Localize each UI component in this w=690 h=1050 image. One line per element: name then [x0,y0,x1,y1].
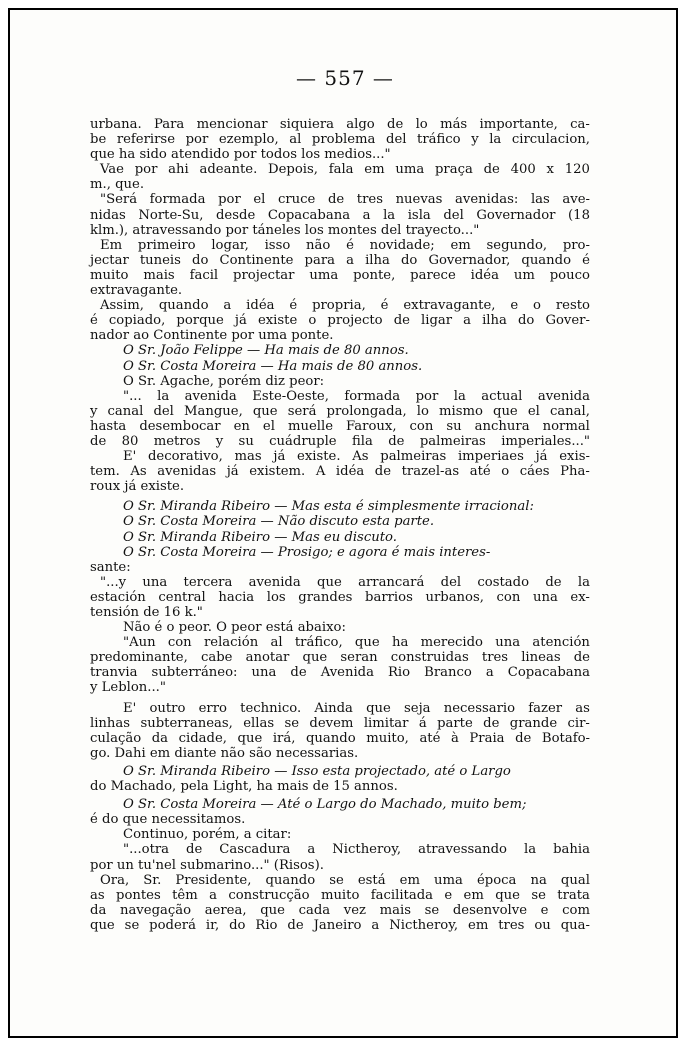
text-line: nidas Norte-Su, desde Copacabana a la isla del Governador (18 [90,207,590,223]
text-line: predominante, cabe anotar que seran construidas tres lineas de [90,650,590,666]
speaker-line [90,545,590,560]
text-line: tensión de 16 k." [90,605,203,620]
text-line: jectar tuneis do Continente para a ilha do Governador, quando é [90,252,590,268]
text-line: do Machado, pela Light, ha mais de 15 annos. [90,779,398,795]
text-line: nador ao Continente por uma ponte. [90,328,334,344]
text-line: E' decorativo, mas já existe. As palmeiras imperiaes já exis- [123,449,590,465]
text-line: be referirse por ezemplo, al problema del tráfico y la circulacion, [90,132,590,148]
text-line: y Leblon..." [90,680,166,696]
text-line: sante: [90,559,131,575]
text-line: "... la avenida Este-Oeste, formada por la actual avenida [123,388,590,404]
speaker-line [90,797,590,812]
text-line: muito mais facil projectar uma ponte, parece idéa um pouco [90,267,590,283]
speaker-name: O Sr. Miranda Ribeiro — Mas eu discuto. [123,529,397,545]
text-line: go. Dahi em diante não são necessarias. [90,745,359,761]
speaker-line [90,359,590,374]
text-line: "Será formada por el cruce de tres nuevas avenidas: las ave- [100,192,590,208]
speaker-name: O Sr. Miranda Ribeiro — Mas esta é simplesmente irracional: [123,499,534,515]
text-line: linhas subterraneas, ellas se devem limitar á parte de grande cir- [90,715,590,731]
text-line: é copiado, porque já existe o projecto de ligar a ilha do Gover- [90,313,590,329]
speaker-line [90,343,590,358]
text-line: "Aun con relación al tráfico, que ha merecido una atención [123,635,590,651]
text-line: tem. As avenidas já existem. A idéa de trazel-as até o cáes Pha- [90,464,590,480]
text-line: estación central hacia los grandes barrios urbanos, con una ex- [90,589,590,605]
text-line: "...y una tercera avenida que arrancará del costado de la [100,574,590,590]
text-line: que se poderá ir, do Rio de Janeiro a Nictheroy, em tres ou qua- [90,917,590,933]
text-line: roux já existe. [90,479,185,495]
text-line: hasta desembocar en el muelle Faroux, con su anchura normal [90,418,590,434]
text-line: as pontes têm a construcção muito facilitada e em que se trata [90,887,590,903]
text-line: O Sr. Agache, porém diz peor: [123,373,325,389]
speaker-name: O Sr. Costa Moreira — Até o Largo do Machado, muito bem; [123,797,527,813]
speaker-name: O Sr. Costa Moreira — Não discuto esta parte. [123,514,435,530]
text-line: "...otra de Cascadura a Nictheroy, atravessando la bahia [123,842,590,858]
text-line: urbana. Para mencionar siquiera algo de lo más importante, ca- [90,117,590,132]
speaker-line [90,499,590,514]
text-line: Continuo, porém, a citar: [123,827,292,843]
speaker-name: O Sr. João Felippe — Ha mais de 80 annos. [123,343,409,359]
speaker-name: O Sr. Costa Moreira — Ha mais de 80 annos. [123,358,423,374]
text-line: m., que. [90,177,145,193]
text-line: Vae por ahi adeante. Depois, fala em uma praça de 400 x 120 [100,162,590,178]
text-line: que ha sido atendido por todos los medios..." [90,147,391,163]
speaker-name: O Sr. Costa Moreira — Prosigo; e agora é mais interes- [123,544,491,560]
text-line: Ora, Sr. Presidente, quando se está em uma época na qual [100,872,590,888]
speaker-name: O Sr. Miranda Ribeiro — Isso esta projectado, até o Largo [123,763,511,779]
text-line: culação da cidade, que irá, quando muito, até à Praia de Botafo- [90,730,590,746]
text-line: extravagante. [90,283,183,299]
text-line: Em primeiro logar, isso não é novidade; em segundo, pro- [100,237,590,253]
text-line: klm.), atravessando por táneles los montes del trayecto..." [90,222,480,238]
text-line: da navegação aerea, que cada vez mais se desenvolve e com [90,902,590,918]
page-number: — 557 — [296,66,394,90]
text-line: y canal del Mangue, que será prolongada, lo mismo que el canal, [90,403,590,419]
text-line: é do que necessitamos. [90,812,246,828]
text-line: de 80 metros y su cuádruple fila de palmeiras imperiales..." [90,433,590,449]
speaker-line [90,514,590,529]
text-line: E' outro erro technico. Ainda que seja necessario fazer as [123,700,590,716]
text-line: Assim, quando a idéa é propria, é extravagante, e o resto [100,298,590,314]
text-line: Não é o peor. O peor está abaixo: [123,620,346,636]
text-line: tranvia subterráneo: una de Avenida Rio Branco a Copacabana [90,665,590,681]
speaker-line [90,764,590,779]
speaker-line [90,530,590,545]
text-line: por un tu'nel submarino..." (Risos). [90,857,324,873]
document-body [90,117,590,933]
